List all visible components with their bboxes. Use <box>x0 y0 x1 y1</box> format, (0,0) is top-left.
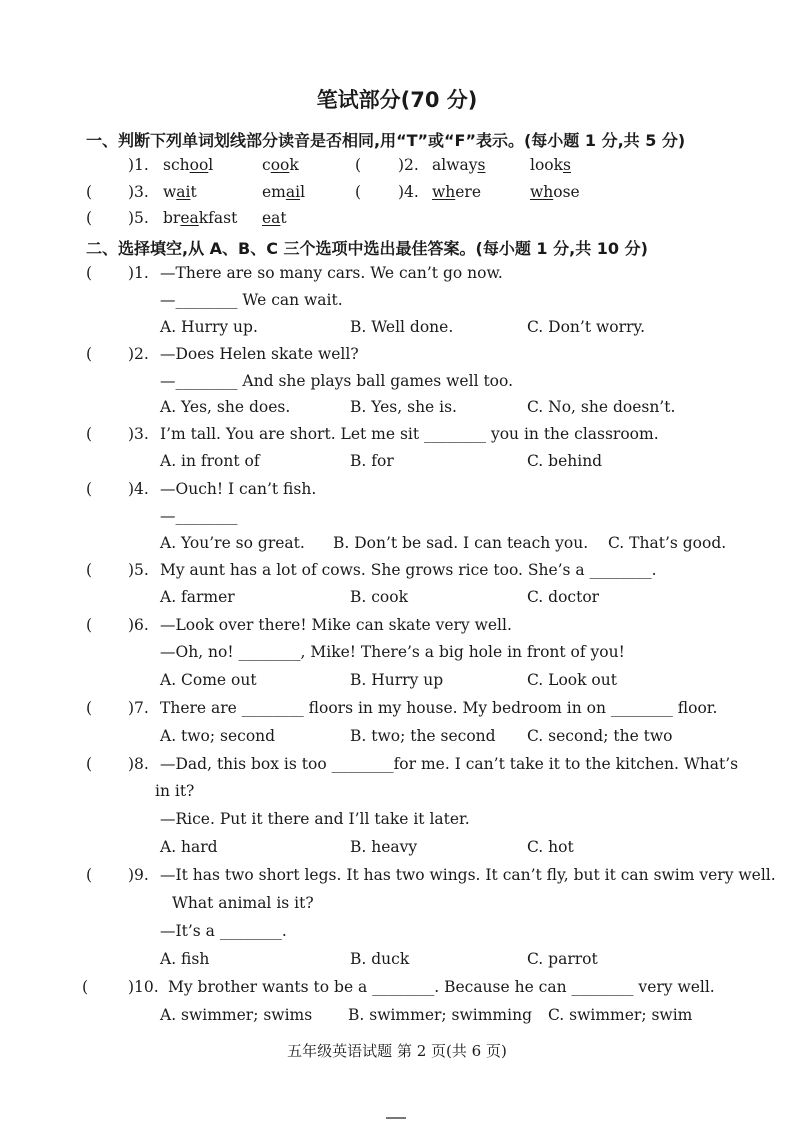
q5-line1: My aunt has a lot of cows. She grows rice too. She’s a ________. <box>160 561 657 579</box>
q9-number: )9. <box>128 866 149 884</box>
s1-item1-word2: cook <box>262 156 299 174</box>
section1-heading: 一、判断下列单词划线部分读音是否相同,用“T”或“F”表示。(每小题 1 分,共 5 分) <box>86 131 686 150</box>
q1-option-a: A. Hurry up. <box>160 318 258 336</box>
s1-item4-word1: where <box>432 183 482 201</box>
q7-number: )7. <box>128 699 149 717</box>
q6-option-c: C. Look out <box>527 671 617 689</box>
q4-option-a: A. You’re so great. <box>160 534 305 552</box>
q9-line3: —It’s a ________. <box>160 922 287 940</box>
section2-heading: 二、选择填空,从 A、B、C 三个选项中选出最佳答案。(每小题 1 分,共 10 分) <box>86 239 648 258</box>
s1-item5-paren: ( <box>86 209 93 227</box>
s1-item3-paren: ( <box>86 183 93 201</box>
q10-option-a: A. swimmer; swims <box>160 1006 313 1024</box>
q7-option-a: A. two; second <box>160 727 276 745</box>
q2-line2: —________ And she plays ball games well too. <box>160 372 513 390</box>
q10-number: )10. <box>128 978 159 996</box>
q10-option-c: C. swimmer; swim <box>548 1006 693 1024</box>
q8-line1: —Dad, this box is too ________for me. I can’t take it to the kitchen. What’s <box>160 755 739 773</box>
q1-number: )1. <box>128 264 149 282</box>
q9-option-a: A. fish <box>160 950 210 968</box>
s1-item3-word2: email <box>262 183 306 201</box>
s1-item2-word1: always <box>432 156 486 174</box>
s1-item2-number: )2. <box>398 156 419 174</box>
q10-option-b: B. swimmer; swimming <box>348 1006 532 1024</box>
q9-option-c: C. parrot <box>527 950 598 968</box>
bottom-mark <box>386 1117 406 1119</box>
q7-paren: ( <box>86 699 93 717</box>
q2-number: )2. <box>128 345 149 363</box>
page-footer: 五年级英语试题 第 2 页(共 6 页) <box>287 1042 507 1060</box>
s1-item2-word2: looks <box>530 156 571 174</box>
q5-option-c: C. doctor <box>527 588 600 606</box>
q5-option-a: A. farmer <box>160 588 235 606</box>
q4-option-b: B. Don’t be sad. I can teach you. <box>333 534 589 552</box>
q3-option-b: B. for <box>350 452 394 470</box>
q3-number: )3. <box>128 425 149 443</box>
q8-line3: —Rice. Put it there and I’ll take it later. <box>160 810 470 828</box>
s1-item5-word2: eat <box>262 209 287 227</box>
q2-paren: ( <box>86 345 93 363</box>
q1-line1: —There are so many cars. We can’t go now. <box>160 264 503 282</box>
s1-item4-word2: whose <box>530 183 580 201</box>
s1-item3-number: )3. <box>128 183 149 201</box>
q1-option-b: B. Well done. <box>350 318 454 336</box>
q5-option-b: B. cook <box>350 588 408 606</box>
q10-line1: My brother wants to be a ________. Because he can ________ very well. <box>168 978 715 996</box>
q6-number: )6. <box>128 616 149 634</box>
q6-option-a: A. Come out <box>160 671 257 689</box>
q1-option-c: C. Don’t worry. <box>527 318 646 336</box>
q9-paren: ( <box>86 866 93 884</box>
q2-option-a: A. Yes, she does. <box>160 398 291 416</box>
q6-option-b: B. Hurry up <box>350 671 444 689</box>
q5-number: )5. <box>128 561 149 579</box>
q3-paren: ( <box>86 425 93 443</box>
q3-option-a: A. in front of <box>160 452 260 470</box>
q6-line2: —Oh, no! ________, Mike! There’s a big hole in front of you! <box>160 643 625 661</box>
q10-paren: ( <box>82 978 89 996</box>
q4-line1: —Ouch! I can’t fish. <box>160 480 317 498</box>
page-title: 笔试部分(70 分) <box>316 88 478 112</box>
s1-item3-word1: wait <box>163 183 197 201</box>
s1-item4-paren: ( <box>355 183 362 201</box>
s1-item5-number: )5. <box>128 209 149 227</box>
q8-line2: in it? <box>155 782 195 800</box>
q3-option-c: C. behind <box>527 452 603 470</box>
s1-item1-word1: school <box>163 156 214 174</box>
s1-item5-word1: breakfast <box>163 209 238 227</box>
q8-option-a: A. hard <box>160 838 218 856</box>
q2-option-b: B. Yes, she is. <box>350 398 457 416</box>
q7-option-c: C. second; the two <box>527 727 673 745</box>
q8-number: )8. <box>128 755 149 773</box>
q9-line1: —It has two short legs. It has two wings. It can’t fly, but it can swim very well. <box>160 866 776 884</box>
q4-option-c: C. That’s good. <box>608 534 727 552</box>
q6-paren: ( <box>86 616 93 634</box>
q5-paren: ( <box>86 561 93 579</box>
q4-number: )4. <box>128 480 149 498</box>
q6-line1: —Look over there! Mike can skate very well. <box>160 616 512 634</box>
q8-option-b: B. heavy <box>350 838 418 856</box>
q4-line2: —________ <box>160 507 238 525</box>
q8-paren: ( <box>86 755 93 773</box>
q3-line1: I’m tall. You are short. Let me sit ________ you in the classroom. <box>160 425 659 443</box>
q9-option-b: B. duck <box>350 950 410 968</box>
s1-item4-number: )4. <box>398 183 419 201</box>
s1-item2-paren: ( <box>355 156 362 174</box>
q4-paren: ( <box>86 480 93 498</box>
s1-item1-number: )1. <box>128 156 149 174</box>
q2-line1: —Does Helen skate well? <box>160 345 359 363</box>
q7-line1: There are ________ floors in my house. My bedroom in on ________ floor. <box>160 699 718 717</box>
q1-line2: —________ We can wait. <box>160 291 343 309</box>
q1-paren: ( <box>86 264 93 282</box>
q9-line2: What animal is it? <box>172 894 314 912</box>
q7-option-b: B. two; the second <box>350 727 496 745</box>
q2-option-c: C. No, she doesn’t. <box>527 398 676 416</box>
q8-option-c: C. hot <box>527 838 574 856</box>
